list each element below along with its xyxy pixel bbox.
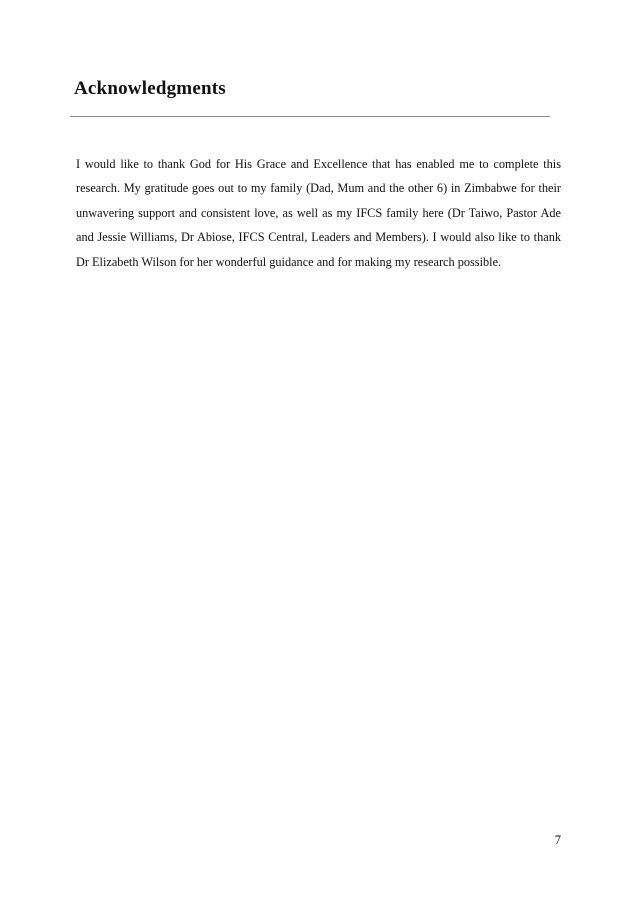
heading-divider (70, 116, 550, 117)
page-title: Acknowledgments (74, 78, 226, 99)
acknowledgment-paragraph: I would like to thank God for His Grace and Excellence that has enabled me to complete this research. My gratitude goes out to my family (Dad, Mum and the other 6) in Zimbabwe for their unwavering support and consistent love, as well as my IFCS family here (Dr Taiwo, Pastor Ade and Jessie Williams, Dr Abiose, IFCS Central, Leaders and Members). I would also like to thank Dr Elizabeth Wilson for her wonderful guidance and for making my research possible. (76, 157, 561, 269)
page-number: 7 (554, 833, 561, 847)
